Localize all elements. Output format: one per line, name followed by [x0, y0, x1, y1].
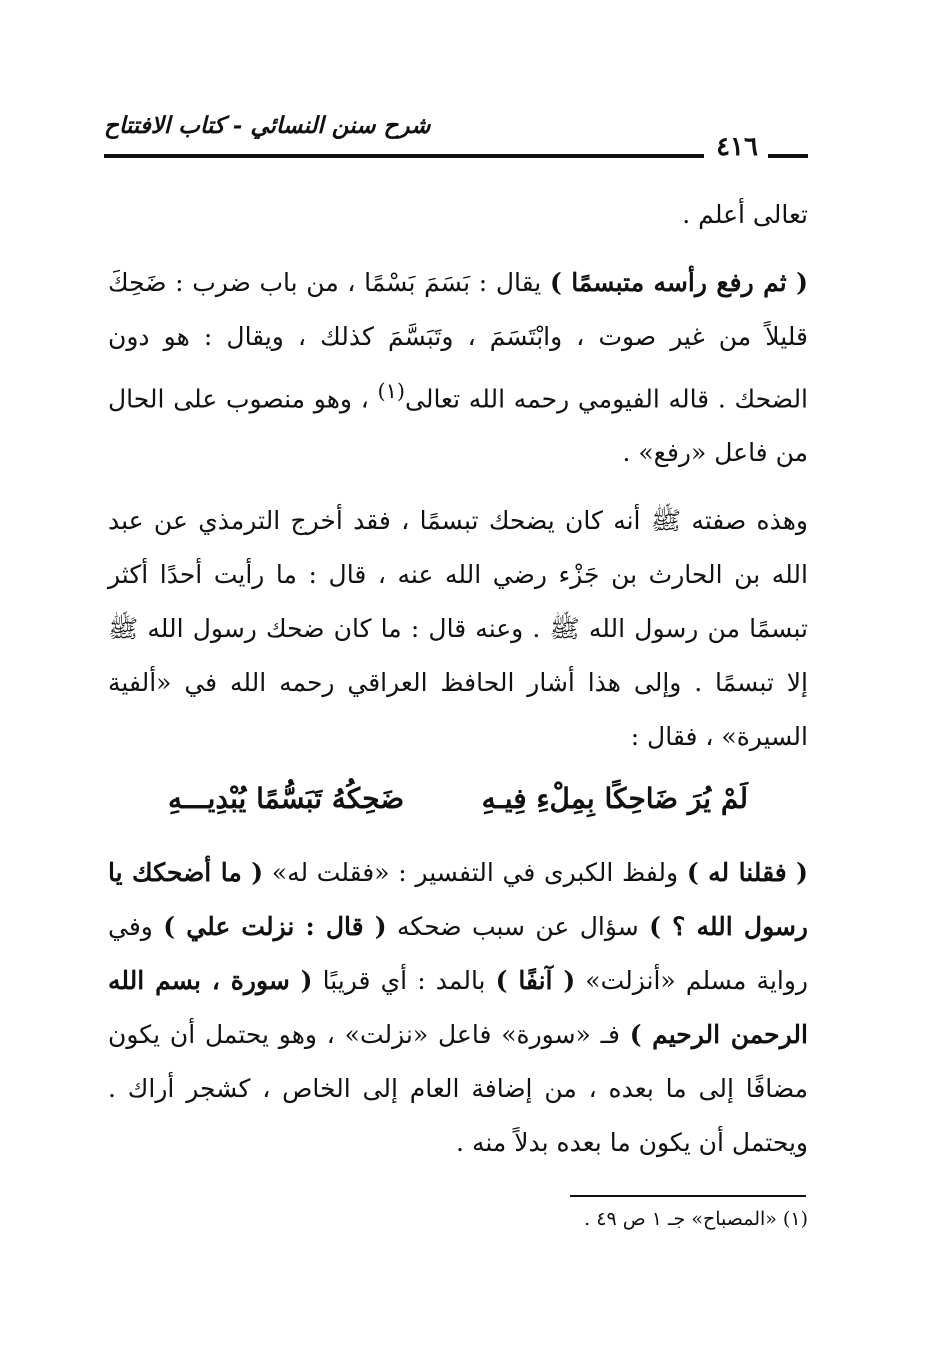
hadith-quote: ( آنفًا )	[495, 966, 576, 996]
paragraph-2	[108, 256, 808, 480]
paragraph-3: وهذه صفته ﷺ أنه كان يضحك تبسمًا ، فقد أخرج الترمذي عن عبد الله بن الحارث بن جَزْء رضي الله عنه ، قال : ما رأيت أحدًا أكثر تبسمًا من رسول الله ﷺ . وعنه قال : ما كان ضحك رسول الله ﷺ إلا تبسمًا . وإلى هذا أشار الحافظ العراقي رحمه الله في «ألفية السيرة» ، فقال :	[108, 506, 808, 752]
poetry-verse	[168, 772, 748, 826]
paragraph-text: ، وهو منصوب على الحال من فاعل «رفع» .	[108, 384, 808, 468]
page-number: ٤١٦	[716, 132, 758, 162]
hadith-quote: ( فقلنا له )	[686, 858, 808, 888]
paragraph-text: بالمد : أي قريبًا	[312, 966, 496, 996]
main-text	[108, 188, 808, 1170]
hadith-quote: ( سورة ، بسم الله الرحمن الرحيم )	[108, 966, 808, 1050]
paragraph-text: سؤال عن سبب ضحكه	[386, 912, 650, 942]
hadith-quote: ( ثم رفع رأسه متبسمًا )	[549, 268, 808, 297]
footnote-rule	[570, 1195, 806, 1197]
hadith-quote: ( ما أضحكك يا رسول الله ؟ )	[108, 858, 808, 942]
paragraph-text: ولفظ الكبرى في التفسير : «فقلت له»	[263, 858, 687, 888]
header-rule	[104, 154, 704, 158]
paragraph-text: وفي رواية مسلم «أنزلت»	[108, 912, 808, 996]
footnote-ref: (١)	[377, 379, 405, 403]
paragraph-1: تعالى أعلم .	[682, 200, 808, 229]
paragraph-text: فـ «سورة» فاعل «نزلت» ، وهو يحتمل أن يكون مضافًا إلى ما بعده ، من إضافة العام إلى الخاص ، كشجر أراك . ويحتمل أن يكون ما بعده بدلاً منه .	[108, 1020, 808, 1158]
header-dash	[768, 154, 808, 158]
page-header	[104, 112, 808, 172]
running-title: شرح سنن النسائي - كتاب الافتتاح	[104, 112, 431, 139]
verse-first-hemistich: لَمْ يُرَ ضَاحِكًا بِمِلْءِ فِيـهِ	[481, 782, 748, 816]
paragraph-4	[108, 846, 808, 1170]
verse-second-hemistich: ضَحِكُهُ تَبَسُّمًا يُبْدِيـــهِ	[168, 782, 405, 816]
footnote: (١) «المصباح» جـ ١ ص ٤٩ .	[584, 1208, 808, 1230]
hadith-quote: ( قال : نزلت علي )	[163, 912, 387, 942]
paragraph-text: يقال : بَسَمَ بَسْمًا ، من باب ضرب : ضَحِكَ قليلاً من غير صوت ، وابْتَسَمَ ، وتَبَسَّمَ كذلك ، ويقال : هو دون الضحك . قاله الفيومي رحمه الله تعالى	[108, 268, 809, 414]
